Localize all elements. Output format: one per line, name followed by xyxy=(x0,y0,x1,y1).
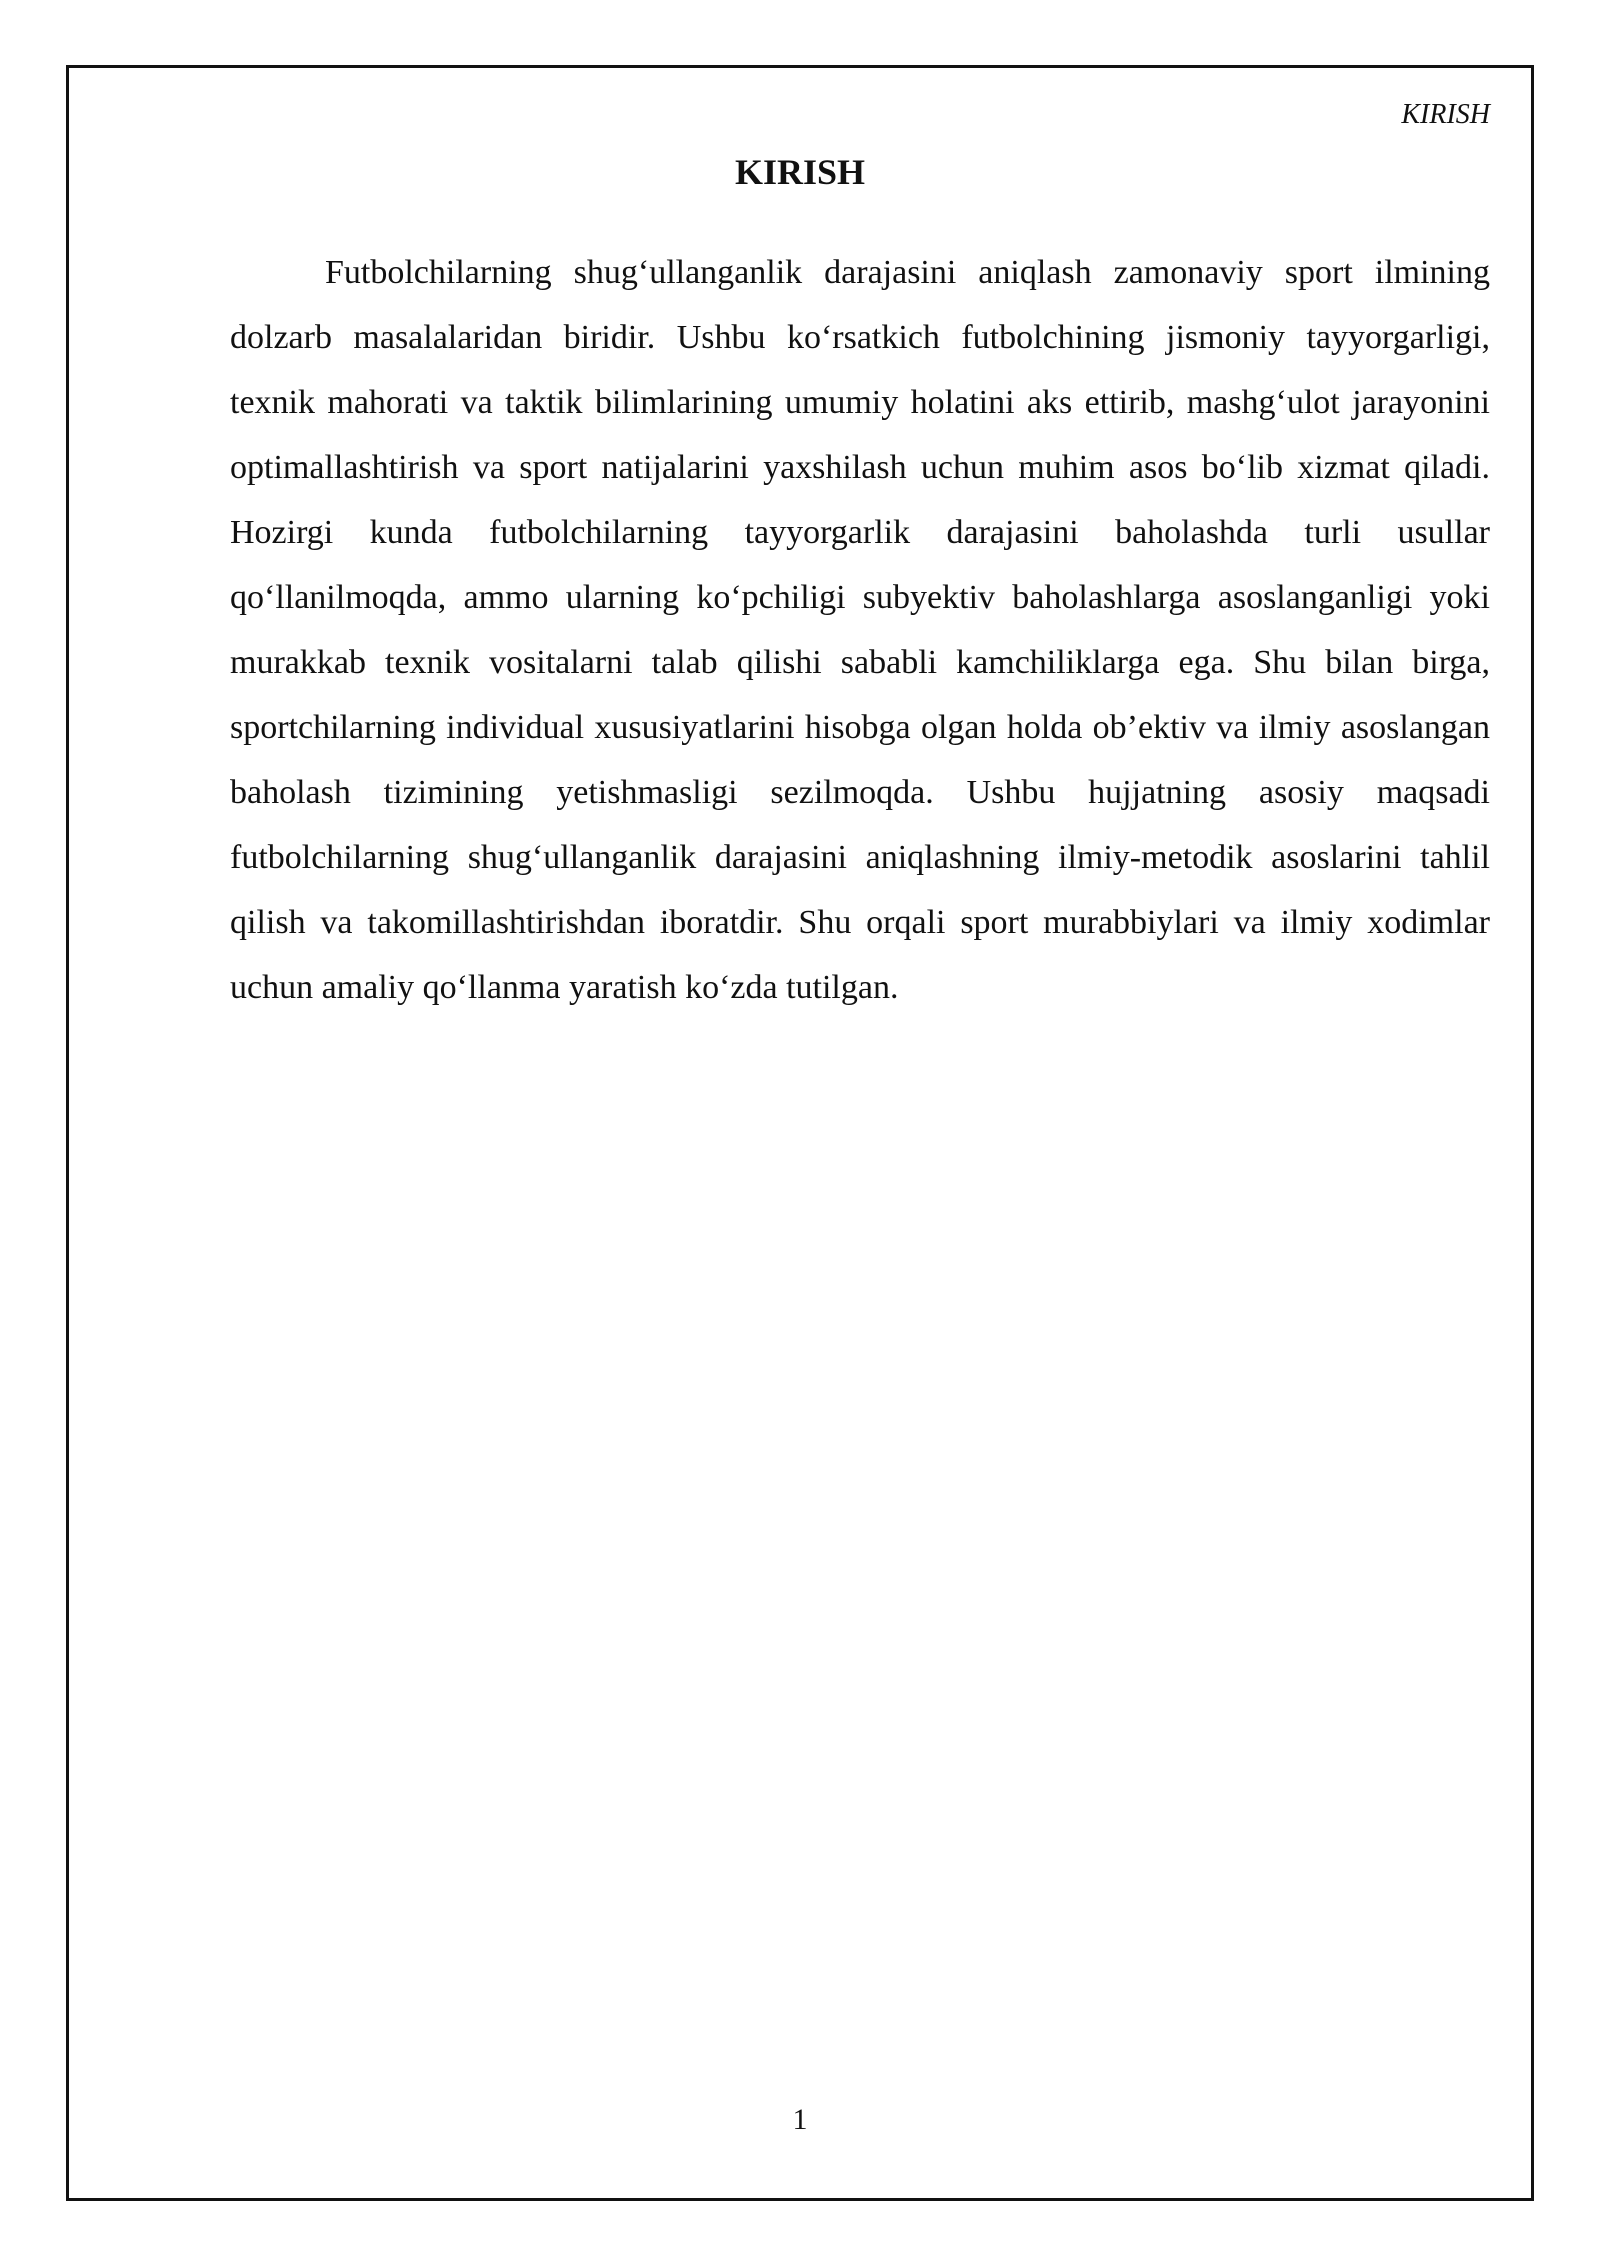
running-header: KIRISH xyxy=(1401,99,1490,130)
page-title: KIRISH xyxy=(734,152,866,192)
page-number: 1 xyxy=(792,2103,808,2136)
body-paragraph: Futbolchilarning shug‘ullanganlik darajasini aniqlash zamonaviy sport ilmining dolzarb masalalaridan biridir. Ushbu ko‘rsatkich futbolchining jismoniy tayyorgarligi, texnik mahorati va taktik bilimlarining umumiy holatini aks ettirib, mashg‘ulot jarayonini optimallashtirish va sport natijalarini yaxshilash uchun muhim asos bo‘lib xizmat qiladi. Hozirgi kunda futbolchilarning tayyorgarlik darajasini baholashda turli usullar qo‘llanilmoqda, ammo ularning ko‘pchiligi subyektiv baholashlarga asoslanganligi yoki murakkab texnik vositalarni talab qilishi sababli kamchiliklarga ega. Shu bilan birga, sportchilarning individual xususiyatlarini hisobga olgan holda ob’ektiv va ilmiy asoslangan baholash tizimining yetishmasligi sezilmoqda. Ushbu hujjatning asosiy maqsadi futbolchilarning shug‘ullanganlik darajasini aniqlashning ilmiy-metodik asoslarini tahlil qilish va takomillashtirishdan iboratdir. Shu orqali sport murabbiylari va ilmiy xodimlar uchun amaliy qo‘llanma yaratish ko‘zda tutilgan. xyxy=(230,254,1490,1006)
